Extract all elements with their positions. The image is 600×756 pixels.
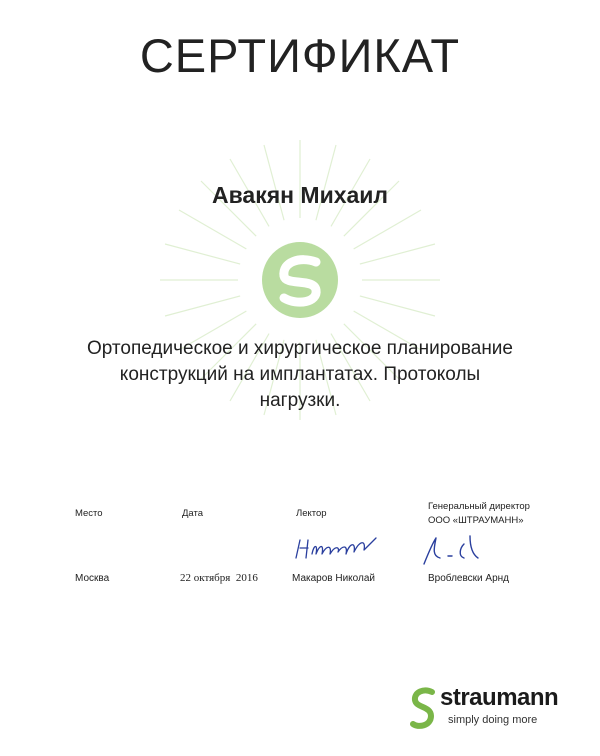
straumann-logo: [410, 684, 580, 734]
course-line-1: Ортопедическое и хирургическое планирование: [87, 338, 513, 359]
course-description: [70, 336, 530, 414]
course-line-3: нагрузки.: [259, 390, 341, 411]
director-label-line2: ООО «ШТРАУМАНН»: [428, 515, 524, 526]
logo-wordmark: straumann: [440, 684, 559, 711]
course-line-2: конструкций на имплантатах. Протоколы: [119, 364, 481, 385]
date-value: 22 октября 2016: [180, 572, 258, 584]
director-label-line1: Генеральный директор: [428, 501, 530, 512]
place-value: Москва: [75, 573, 110, 584]
certificate-title: СЕРТИФИКАТ: [139, 29, 461, 82]
logo-tagline: simply doing more: [448, 714, 538, 726]
date-label: Дата: [182, 508, 204, 519]
lecturer-name: Макаров Николай: [292, 573, 375, 584]
director-name: Вроблевски Арнд: [428, 573, 509, 584]
director-signature: [418, 530, 498, 568]
lecturer-signature: [292, 532, 382, 564]
lecturer-label: Лектор: [296, 508, 327, 519]
place-label: Место: [75, 508, 103, 519]
recipient-name: Авакян Михаил: [211, 182, 389, 208]
straumann-logo-icon: [410, 686, 436, 732]
